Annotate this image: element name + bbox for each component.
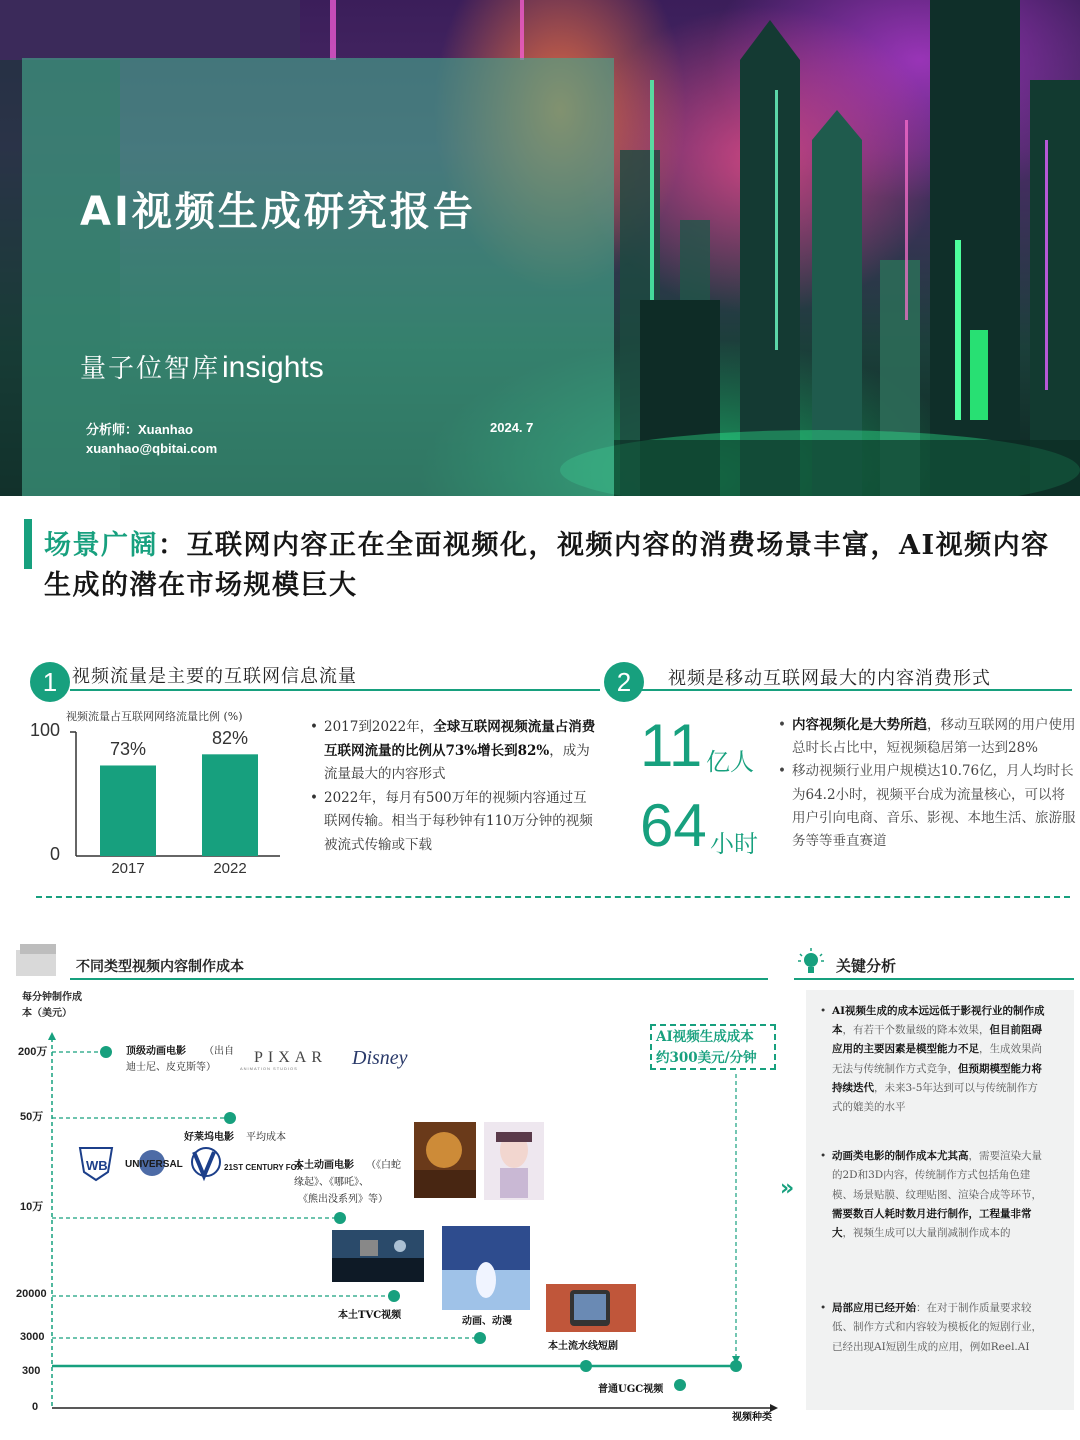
section-2-underline — [640, 689, 1072, 691]
key-analysis-bullet-2: • 动画类电影的制作成本尤其高，需要渲染大量的2D和3D内容，传统制作方式包括角色建模、场景贴膜、纹理贴图、渲染合成等环节，需要数百人耗时数月进行制作，工程量非常大，视频生成可以大量削减制作成本的 — [820, 1147, 1048, 1243]
bar-value-label-2022: 82% — [211, 728, 249, 749]
x-axis-arrow-icon — [770, 1404, 778, 1412]
bar-2017 — [100, 765, 156, 856]
brand-suffix: insights — [222, 351, 324, 384]
y-tick-0: 0 — [50, 844, 61, 864]
tvc-video-image — [332, 1230, 424, 1282]
anime-video-image — [442, 1226, 530, 1310]
cost-y-axis-label: 每分钟制作成本（美元） — [22, 992, 82, 1019]
page-headline — [44, 526, 1074, 606]
ytick-100k: 10万 — [20, 1201, 44, 1213]
cost-chart-title: 不同类型视频内容制作成本 — [76, 959, 244, 975]
point-hollywood — [224, 1112, 236, 1124]
lightbulb-icon — [798, 948, 828, 976]
key-analysis-bullet-3: • 局部应用已经开始：在对于制作质量要求较低、制作方式和内容较为模板化的短剧行业，已经出现AI短剧生成的应用，例如Reel.AI — [820, 1299, 1048, 1357]
headline-rest: ：互联网内容正在全面视频化，视频内容的消费场景丰富，AI视频内容生成的潜在市场规模巨大 — [44, 530, 1050, 601]
cover-banner — [0, 0, 1080, 496]
key-analysis-underline — [794, 978, 1074, 980]
ytick-2m: 200万 — [18, 1046, 48, 1058]
headline-highlight: 场景广阔 — [44, 530, 158, 561]
monthly-hours-unit: 小时 — [710, 830, 758, 858]
section-1-title: 视频流量是主要的互联网信息流量 — [72, 666, 357, 687]
movie-poster-nezha-image — [414, 1122, 476, 1198]
label-top-animation-note-2: 迪士尼、皮克斯等） — [126, 1062, 216, 1073]
monthly-hours-value: 64 — [640, 792, 707, 859]
analyst-name: 分析师：Xuanhao — [86, 422, 193, 437]
video-icon — [16, 944, 60, 978]
svg-text:UNIVERSAL: UNIVERSAL — [125, 1159, 183, 1170]
section-1-bullet-1: • 2017到2022年，全球互联网视频流量占消费互联网流量的比例从73%增长到82%，成为流量最大的内容形式 — [310, 716, 600, 787]
bar-2022 — [202, 754, 258, 856]
point-tvc — [388, 1290, 400, 1302]
section-2-number: 2 — [604, 662, 644, 702]
label-hollywood-note: 平均成本 — [246, 1132, 286, 1143]
section-2-bullet-2: • 移动视频行业用户规模达10.76亿，月人均时长为64.2小时，视频平台成为流量核心，可以将用户引向电商、音乐、影视、本地生活、旅游服务等等垂直赛道 — [778, 760, 1078, 853]
bar-category-2017: 2017 — [111, 860, 145, 877]
report-date: 2024. 7 — [490, 420, 534, 435]
pixar-logo: PIXAR — [254, 1049, 328, 1066]
ytick-300: 300 — [22, 1365, 41, 1377]
chart-title: 视频流量占互联网网络流量比例 (%) — [66, 710, 243, 723]
point-anime — [474, 1332, 486, 1344]
key-analysis-bullet-1: • AI视频生成的成本远远低于影视行业的制作成本，有若干个数量级的降本效果，但目前阻碍应用的主要因素是模型能力不足，生成效果尚无法与传统制作方式竞争，但预期模型能力将持续迭代，未来3-5年达到可以与传统制作方式的媲美的水平 — [820, 1002, 1048, 1117]
label-short-drama: 本土流水线短剧 — [548, 1341, 618, 1352]
ytick-3000: 3000 — [20, 1331, 45, 1343]
cost-x-axis-label: 视频种类 — [732, 1412, 772, 1423]
label-hollywood: 好莱坞电影 — [184, 1132, 234, 1143]
section-1-bullet-2: • 2022年，每月有500万年的视频内容通过互联网传输。相当于每秒钟有110万分钟的视频被流式传输或下载 — [310, 787, 600, 858]
point-local-animation — [334, 1212, 346, 1224]
section-divider — [36, 896, 1070, 898]
svg-text:21ST CENTURY FOX: 21ST CENTURY FOX — [224, 1163, 303, 1172]
point-ai-video — [730, 1360, 742, 1372]
fox-logo — [192, 1148, 303, 1176]
ytick-0: 0 — [32, 1401, 39, 1413]
double-chevron-right-icon: » — [780, 1176, 795, 1201]
key-analysis-title: 关键分析 — [836, 957, 897, 975]
section-2-bullet-1: • 内容视频化是大势所趋，移动互联网的用户使用总时长占比中，短视频稳居第一达到28% — [778, 714, 1078, 760]
analyst-email: xuanhao@qbitai.com — [86, 441, 218, 456]
label-tvc: 本土TVC视频 — [338, 1310, 402, 1321]
section-2-bullets — [778, 714, 1078, 853]
ai-cost-callout-line-2: 约300美元/分钟 — [656, 1050, 757, 1066]
ytick-20000: 20000 — [16, 1288, 47, 1300]
label-anime: 动画、动漫 — [462, 1316, 512, 1327]
section-1-number: 1 — [30, 662, 70, 702]
ai-cost-callout-line-1: AI视频生成成本 — [656, 1029, 754, 1045]
label-local-animation: 本土动画电影 — [294, 1160, 354, 1171]
universal-logo — [125, 1150, 183, 1176]
label-ugc: 普通UGC视频 — [598, 1384, 664, 1395]
report-title: AI视频生成研究报告 — [80, 189, 476, 235]
y-tick-100: 100 — [30, 720, 61, 740]
ytick-500k: 50万 — [20, 1111, 44, 1123]
section-1-underline — [70, 689, 600, 691]
bar-value-label-2017: 73% — [109, 739, 147, 760]
user-count-value: 11 — [640, 712, 703, 779]
short-drama-phone-image — [546, 1284, 636, 1332]
user-count-unit: 亿人 — [706, 748, 754, 776]
wb-logo — [80, 1148, 112, 1180]
section-2-title: 视频是移动互联网最大的内容消费形式 — [668, 668, 991, 689]
pixar-logo-sub: ANIMATION STUDIOS — [240, 1066, 298, 1071]
ai-cost-callout — [650, 1024, 776, 1070]
movie-poster-white-snake-image — [484, 1122, 544, 1200]
analyst-info — [86, 420, 217, 458]
label-top-animation-note: （出自 — [204, 1046, 234, 1057]
y-axis-arrow-icon — [48, 1032, 56, 1040]
bar-category-2022: 2022 — [213, 860, 247, 877]
disney-logo: Disney — [352, 1047, 408, 1069]
section-1-bullets — [310, 716, 600, 857]
svg-text:WB: WB — [86, 1158, 108, 1173]
brand-logo — [80, 348, 324, 385]
cost-title-underline — [70, 978, 768, 980]
label-top-animation: 顶级动画电影 — [126, 1046, 186, 1057]
brand-name: 量子位智库 — [80, 354, 221, 384]
point-short-drama — [580, 1360, 592, 1372]
key-analysis-bullets — [820, 1002, 1048, 1357]
label-local-animation-note-1: （《白蛇 — [366, 1160, 401, 1171]
headline-accent-bar — [24, 519, 32, 569]
point-top-animation — [100, 1046, 112, 1058]
label-local-animation-note-2: 缘起》、《哪吒》、 — [294, 1177, 369, 1188]
point-ugc — [674, 1379, 686, 1391]
label-local-animation-note-3: 《熊出没系列》等） — [298, 1194, 388, 1205]
